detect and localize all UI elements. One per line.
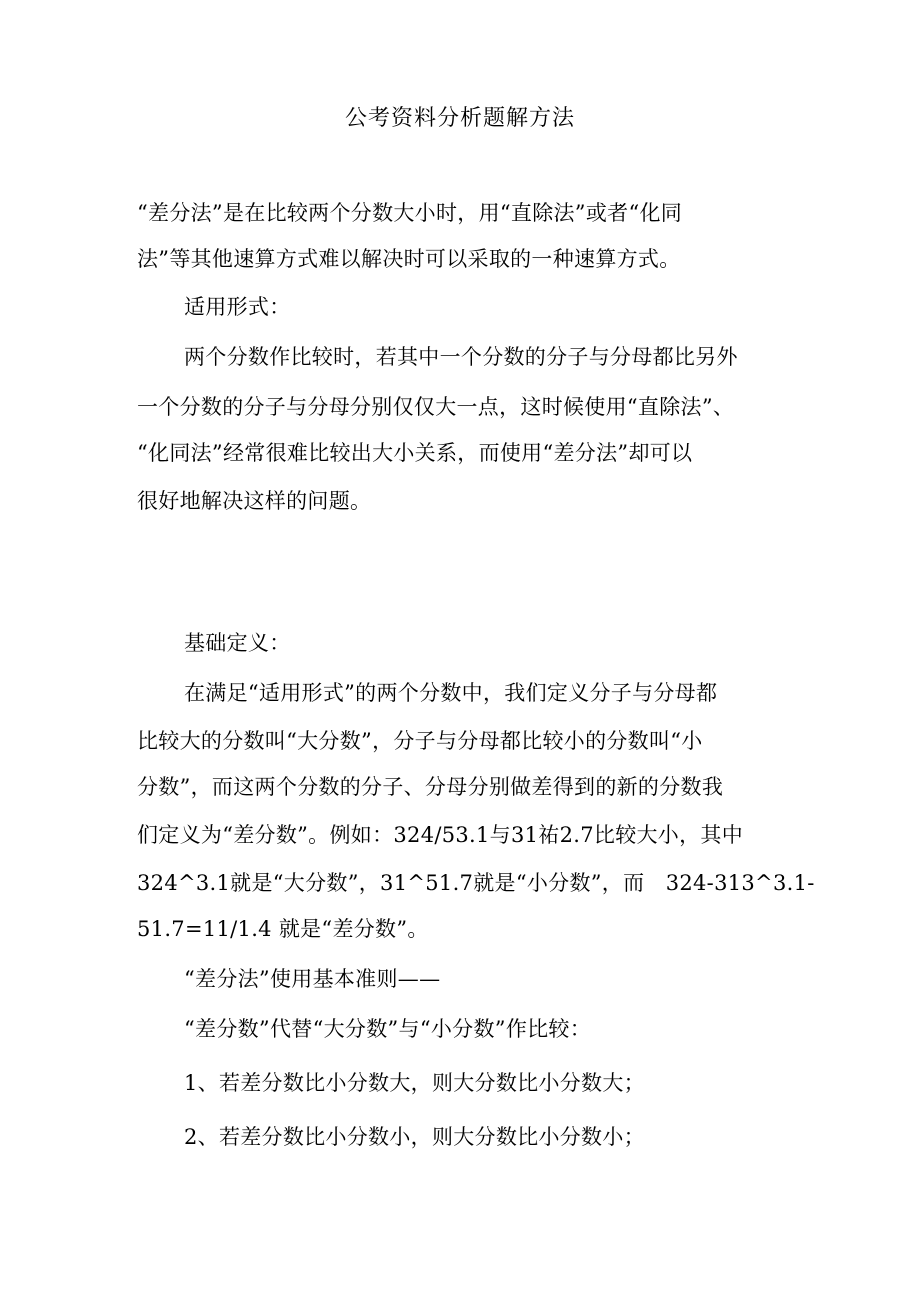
paragraph-line: 法”等其他速算方式难以解决时可以采取的一种速算方式。	[137, 247, 681, 271]
section-heading-applicable-form: 适用形式：	[184, 295, 291, 319]
paragraph-line: 一个分数的分子与分母分别仅仅大一点，这时候使用“直除法”、	[137, 395, 735, 419]
rule-item-1: 1、若差分数比小分数大，则大分数比小分数大；	[184, 1071, 645, 1095]
paragraph-line: 在满足“适用形式”的两个分数中，我们定义分子与分母都	[184, 681, 718, 705]
rule-intro: “差分数”代替“大分数”与“小分数”作比较：	[184, 1017, 592, 1041]
paragraph-line: 324^3.1就是“大分数”，31^51.7就是“小分数”，而 324-313^3.1-	[137, 871, 815, 895]
paragraph-line: 们定义为“差分数”。例如：324/53.1与31祐2.7比较大小，其中	[137, 823, 744, 847]
paragraph-line: 两个分数作比较时，若其中一个分数的分子与分母都比另外	[184, 345, 738, 369]
document-title: 公考资料分析题解方法	[344, 106, 575, 131]
paragraph-line: 51.7=11/1.4 就是“差分数”。	[137, 917, 429, 941]
section-heading-basic-definition: 基础定义：	[184, 631, 291, 655]
rule-heading: “差分法”使用基本准则——	[184, 967, 441, 991]
paragraph-line: “差分法”是在比较两个分数大小时，用“直除法”或者“化同	[137, 201, 683, 225]
paragraph-line: 分数”，而这两个分数的分子、分母分别做差得到的新的分数我	[137, 775, 724, 799]
paragraph-line: 比较大的分数叫“大分数”，分子与分母都比较小的分数叫“小	[137, 729, 703, 753]
rule-item-2: 2、若差分数比小分数小，则大分数比小分数小；	[184, 1125, 645, 1149]
paragraph-line: “化同法”经常很难比较出大小关系，而使用“差分法”却可以	[137, 441, 693, 465]
paragraph-line: 很好地解决这样的问题。	[137, 489, 372, 513]
